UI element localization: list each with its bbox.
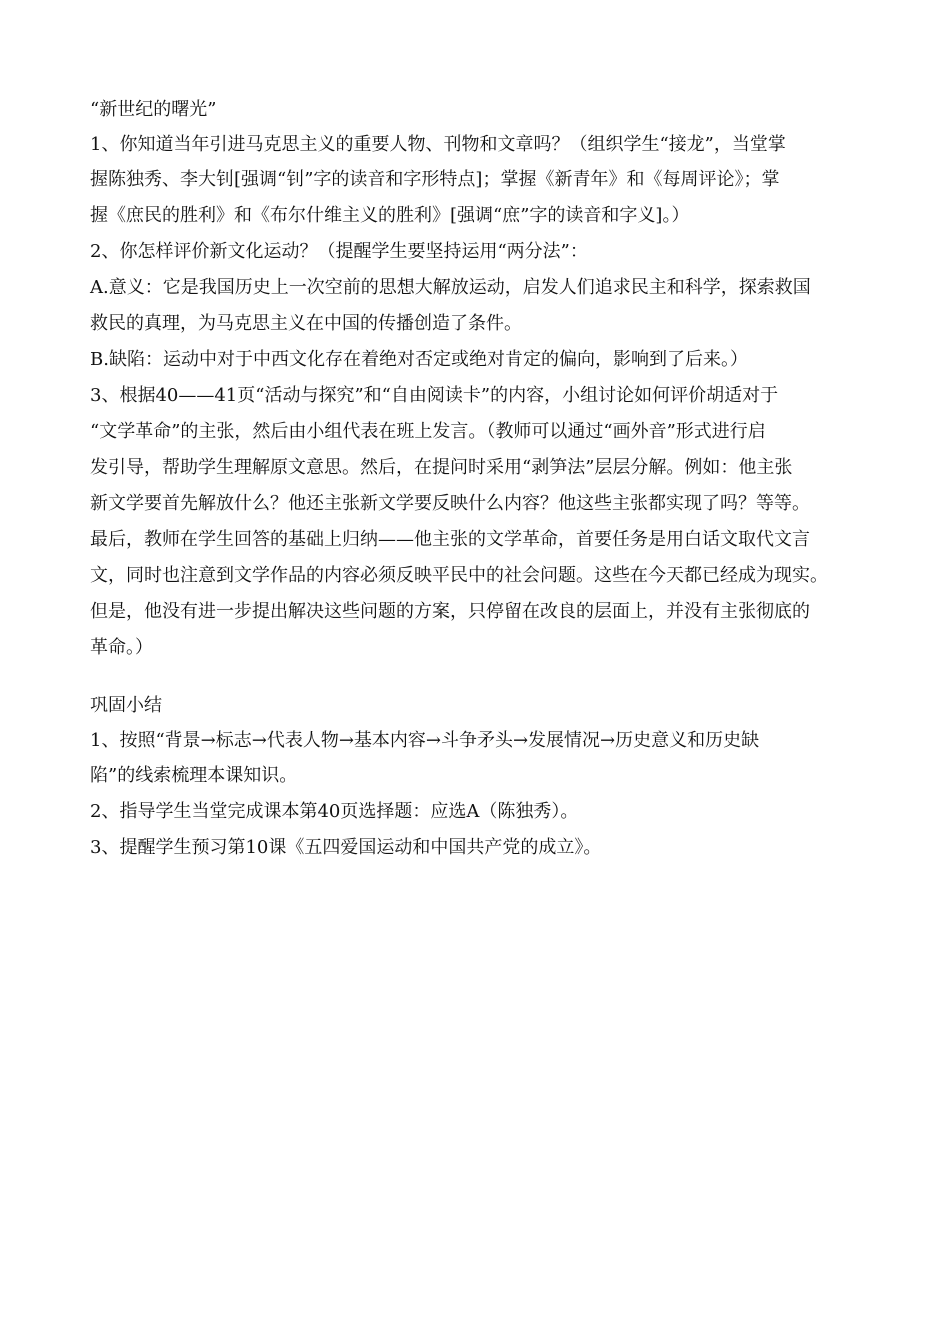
text-line: 文，同时也注意到文学作品的内容必须反映平民中的社会问题。这些在今天都已经成为现实。	[90, 565, 828, 586]
text-line: 救民的真理，为马克思主义在中国的传播创造了条件。	[90, 313, 522, 334]
text-line: “文学革命”的主张，然后由小组代表在班上发言。（教师可以通过“画外音”形式进行启	[90, 421, 766, 442]
text-line: 2、你怎样评价新文化运动？（提醒学生要坚持运用“两分法”：	[90, 241, 588, 262]
section-spacer	[90, 666, 862, 688]
text-line: 1、你知道当年引进马克思主义的重要人物、刊物和文章吗？（组织学生“接龙”，当堂掌	[90, 134, 786, 155]
section-body-summary	[90, 724, 862, 866]
text-line: 3、根据40——41页“活动与探究”和“自由阅读卡”的内容，小组讨论如何评价胡适对于	[90, 385, 779, 406]
text-line: 最后，教师在学生回答的基础上归纳——他主张的文学革命，首要任务是用白话文取代文言	[90, 529, 810, 550]
text-line: 陷”的线索梳理本课知识。	[90, 765, 298, 786]
text-line: 新文学要首先解放什么？他还主张新文学要反映什么内容？他这些主张都实现了吗？等等。	[90, 493, 810, 514]
text-line: 革命。）	[90, 637, 153, 658]
text-line: 握陈独秀、李大钊[强调“钊”字的读音和字形特点]；掌握《新青年》和《每周评论》；掌	[90, 169, 780, 190]
section-title-summary: 巩固小结	[90, 695, 162, 716]
text-line: A.意义：它是我国历史上一次空前的思想大解放运动，启发人们追求民主和科学，探索救国	[90, 277, 811, 298]
text-line: 握《庶民的胜利》和《布尔什维主义的胜利》[强调“庶”字的读音和字义]。）	[90, 205, 690, 226]
text-line: 3、提醒学生预习第10课《五四爱国运动和中国共产党的成立》。	[90, 837, 602, 858]
text-line: 2、指导学生当堂完成课本第40页选择题：应选A（陈独秀）。	[90, 801, 579, 822]
text-line: 发引导，帮助学生理解原文意思。然后，在提问时采用“剥笋法”层层分解。例如：他主张	[90, 457, 793, 478]
section-title-new-century: “新世纪的曙光”	[90, 99, 217, 120]
section-body-new-century	[90, 128, 862, 666]
document-page	[90, 92, 862, 866]
text-line: 1、按照“背景→标志→代表人物→基本内容→斗争矛头→发展情况→历史意义和历史缺	[90, 730, 760, 751]
text-line: B.缺陷：运动中对于中西文化存在着绝对否定或绝对肯定的偏向，影响到了后来。）	[90, 349, 748, 370]
text-line: 但是，他没有进一步提出解决这些问题的方案，只停留在改良的层面上，并没有主张彻底的	[90, 601, 810, 622]
